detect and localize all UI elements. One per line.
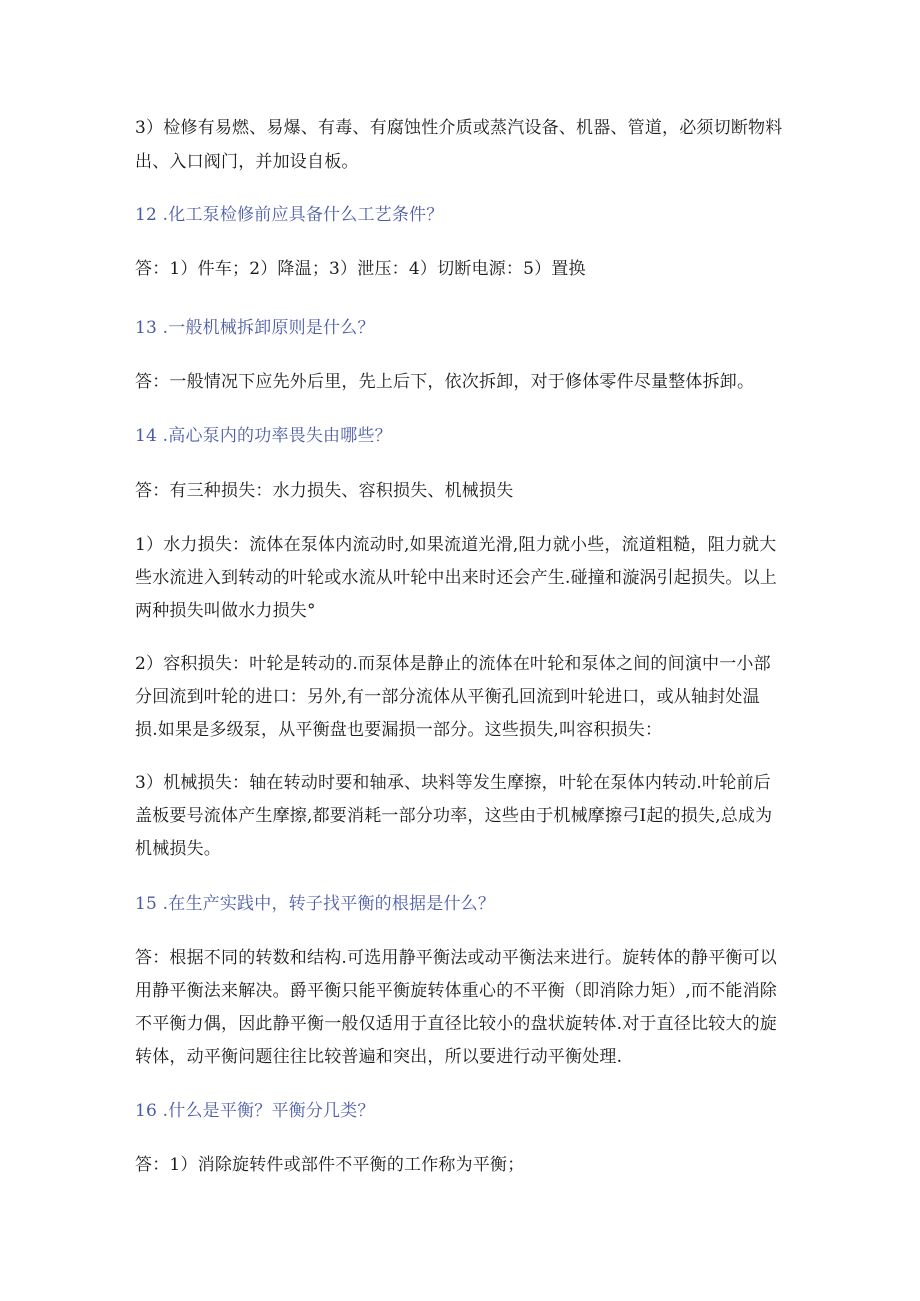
question-heading: 12 .化工泵检修前应具备什么工艺条件？ xyxy=(135,205,444,225)
paragraph-line: 盖板要号流体产生摩擦,都要消耗一部分功率，这些由于机械摩擦弓I起的损失,总成为 xyxy=(135,806,773,826)
paragraph-line: 损.如果是多级泵，从平衡盘也要漏损一部分。这些损失,叫容积损失： xyxy=(135,720,663,740)
answer-line: 转体，动平衡问题往往比较普遍和突出，所以要进行动平衡处理. xyxy=(135,1047,623,1067)
question-heading: 15 .在生产实践中，转子找平衡的根据是什么？ xyxy=(135,894,496,914)
answer-line: 答：一般情况下应先外后里，先上后下，依次拆卸，对于修体零件尽量整体拆卸。 xyxy=(135,372,755,392)
question-heading: 13 .一般机械拆卸原则是什么？ xyxy=(135,318,375,338)
answer-line: 不平衡力偶，因此静平衡一般仅适用于直径比较小的盘状旋转体.对于直径比较大的旋 xyxy=(135,1014,778,1034)
answer-line: 答：根据不同的转数和结构.可选用静平衡法或动平衡法来进行。旋转体的静平衡可以 xyxy=(135,948,778,968)
paragraph-line: 3）机械损失：轴在转动时要和轴承、块料等发生摩擦，叶轮在泵体内转动.叶轮前后 xyxy=(135,773,771,793)
paragraph-line: 机械损失。 xyxy=(135,839,221,859)
paragraph-line: 些水流进入到转动的叶轮或水流从叶轮中出来时还会产生.碰撞和漩涡引起损失。以上 xyxy=(135,568,778,588)
answer-line: 用静平衡法来解决。爵平衡只能平衡旋转体重心的不平衡（即消除力矩）,而不能消除 xyxy=(135,981,778,1001)
answer-line: 答：1）件车；2）降温；3）泄压：4）切断电源：5）置换 xyxy=(135,259,586,279)
paragraph-line: 2）容积损失：叶轮是转动的.而泵体是静止的流体在叶轮和泵体之间的间演中一小部 xyxy=(135,654,771,674)
paragraph-line: 3）检修有易燃、易爆、有毒、有腐蚀性介质或蒸汽设备、机器、管道，必须切断物料 xyxy=(135,118,783,138)
paragraph-line: 1）水力损失：流体在泵体内流动时,如果流道光滑,阻力就小些，流道粗糙，阻力就大 xyxy=(135,535,777,555)
question-heading: 16 .什么是平衡？平衡分几类？ xyxy=(135,1101,375,1121)
question-heading: 14 .高心泵内的功率畏失由哪些？ xyxy=(135,426,392,446)
paragraph-line: 两种损失叫做水力损失° xyxy=(135,601,316,621)
answer-line: 答：1）消除旋转件或部件不平衡的工作称为平衡； xyxy=(135,1155,525,1175)
paragraph-line: 分回流到叶轮的进口：另外,有一部分流体从平衡孔回流到叶轮进口，或从轴封处温 xyxy=(135,687,760,707)
answer-line: 答：有三种损失：水力损失、容积损失、机械损失 xyxy=(135,481,514,501)
paragraph-line: 出、入口阀门，并加设自板。 xyxy=(135,152,359,172)
